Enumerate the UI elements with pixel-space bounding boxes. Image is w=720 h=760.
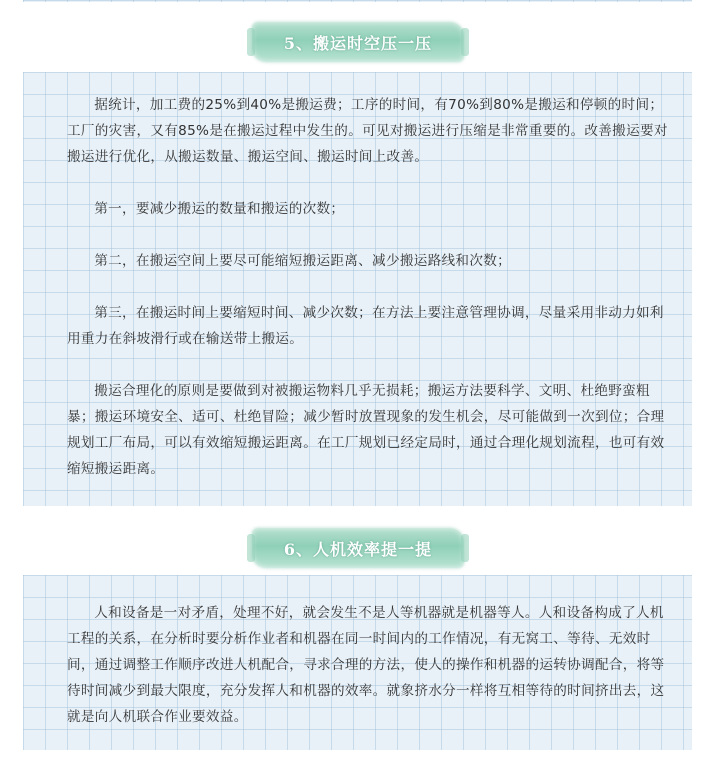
section-5-heading: 5、搬运时空压一压	[283, 33, 433, 53]
previous-section-panel-edge	[23, 0, 692, 2]
section-5-paragraph-principles: 搬运合理化的原则是要做到对被搬运物料几乎无损耗；搬运方法要科学、文明、杜绝野蛮粗暴；搬运环境安全、适可、杜绝冒险；减少暂时放置现象的发生机会，尽可能做到一次到位；合理规划工厂布局，可以有效缩短搬运距离。在工厂规划已经定局时，通过合理化规划流程，也可有效缩短搬运距离。	[67, 383, 665, 477]
section-6-heading-badge	[252, 528, 464, 568]
section-6-heading: 6、人机效率提一提	[283, 539, 433, 559]
section-5-paragraph-third: 第三，在搬运时间上要缩短时间、减少次数；在方法上要注意管理协调，尽量采用非动力如利用重力在斜坡滑行或在输送带上搬运。	[67, 305, 664, 347]
section-6-paragraph: 人和设备是一对矛盾，处理不好，就会发生不是人等机器就是机器等人。人和设备构成了人机工程的关系，在分析时要分析作业者和机器在同一时间内的工作情况，有无窝工、等待、无效时间，通过调整工作顺序改进人机配合，寻求合理的方法，使人的操作和机器的运转协调配合，将等待时间减少到最大限度，充分发挥人和机器的效率。就象挤水分一样将互相等待的时间挤出去，这就是向人机联合作业要效益。	[67, 605, 665, 725]
section-5-paragraph-second: 第二，在搬运空间上要尽可能缩短搬运距离、减少搬运路线和次数；	[94, 253, 511, 269]
section-5-paragraph-intro: 据统计，加工费的25%到40%是搬运费；工序的时间，有70%到80%是搬运和停顿的时间；工厂的灾害，又有85%是在搬运过程中发生的。可见对搬运进行压缩是非常重要的。改善搬运要对搬运进行优化，从搬运数量、搬运空间、搬运时间上改善。	[67, 97, 668, 165]
section-5-heading-badge	[252, 22, 464, 62]
section-6-content-panel	[23, 575, 692, 750]
section-5-content-panel	[23, 72, 692, 506]
section-5-paragraph-first: 第一，要减少搬运的数量和搬运的次数；	[94, 201, 345, 217]
